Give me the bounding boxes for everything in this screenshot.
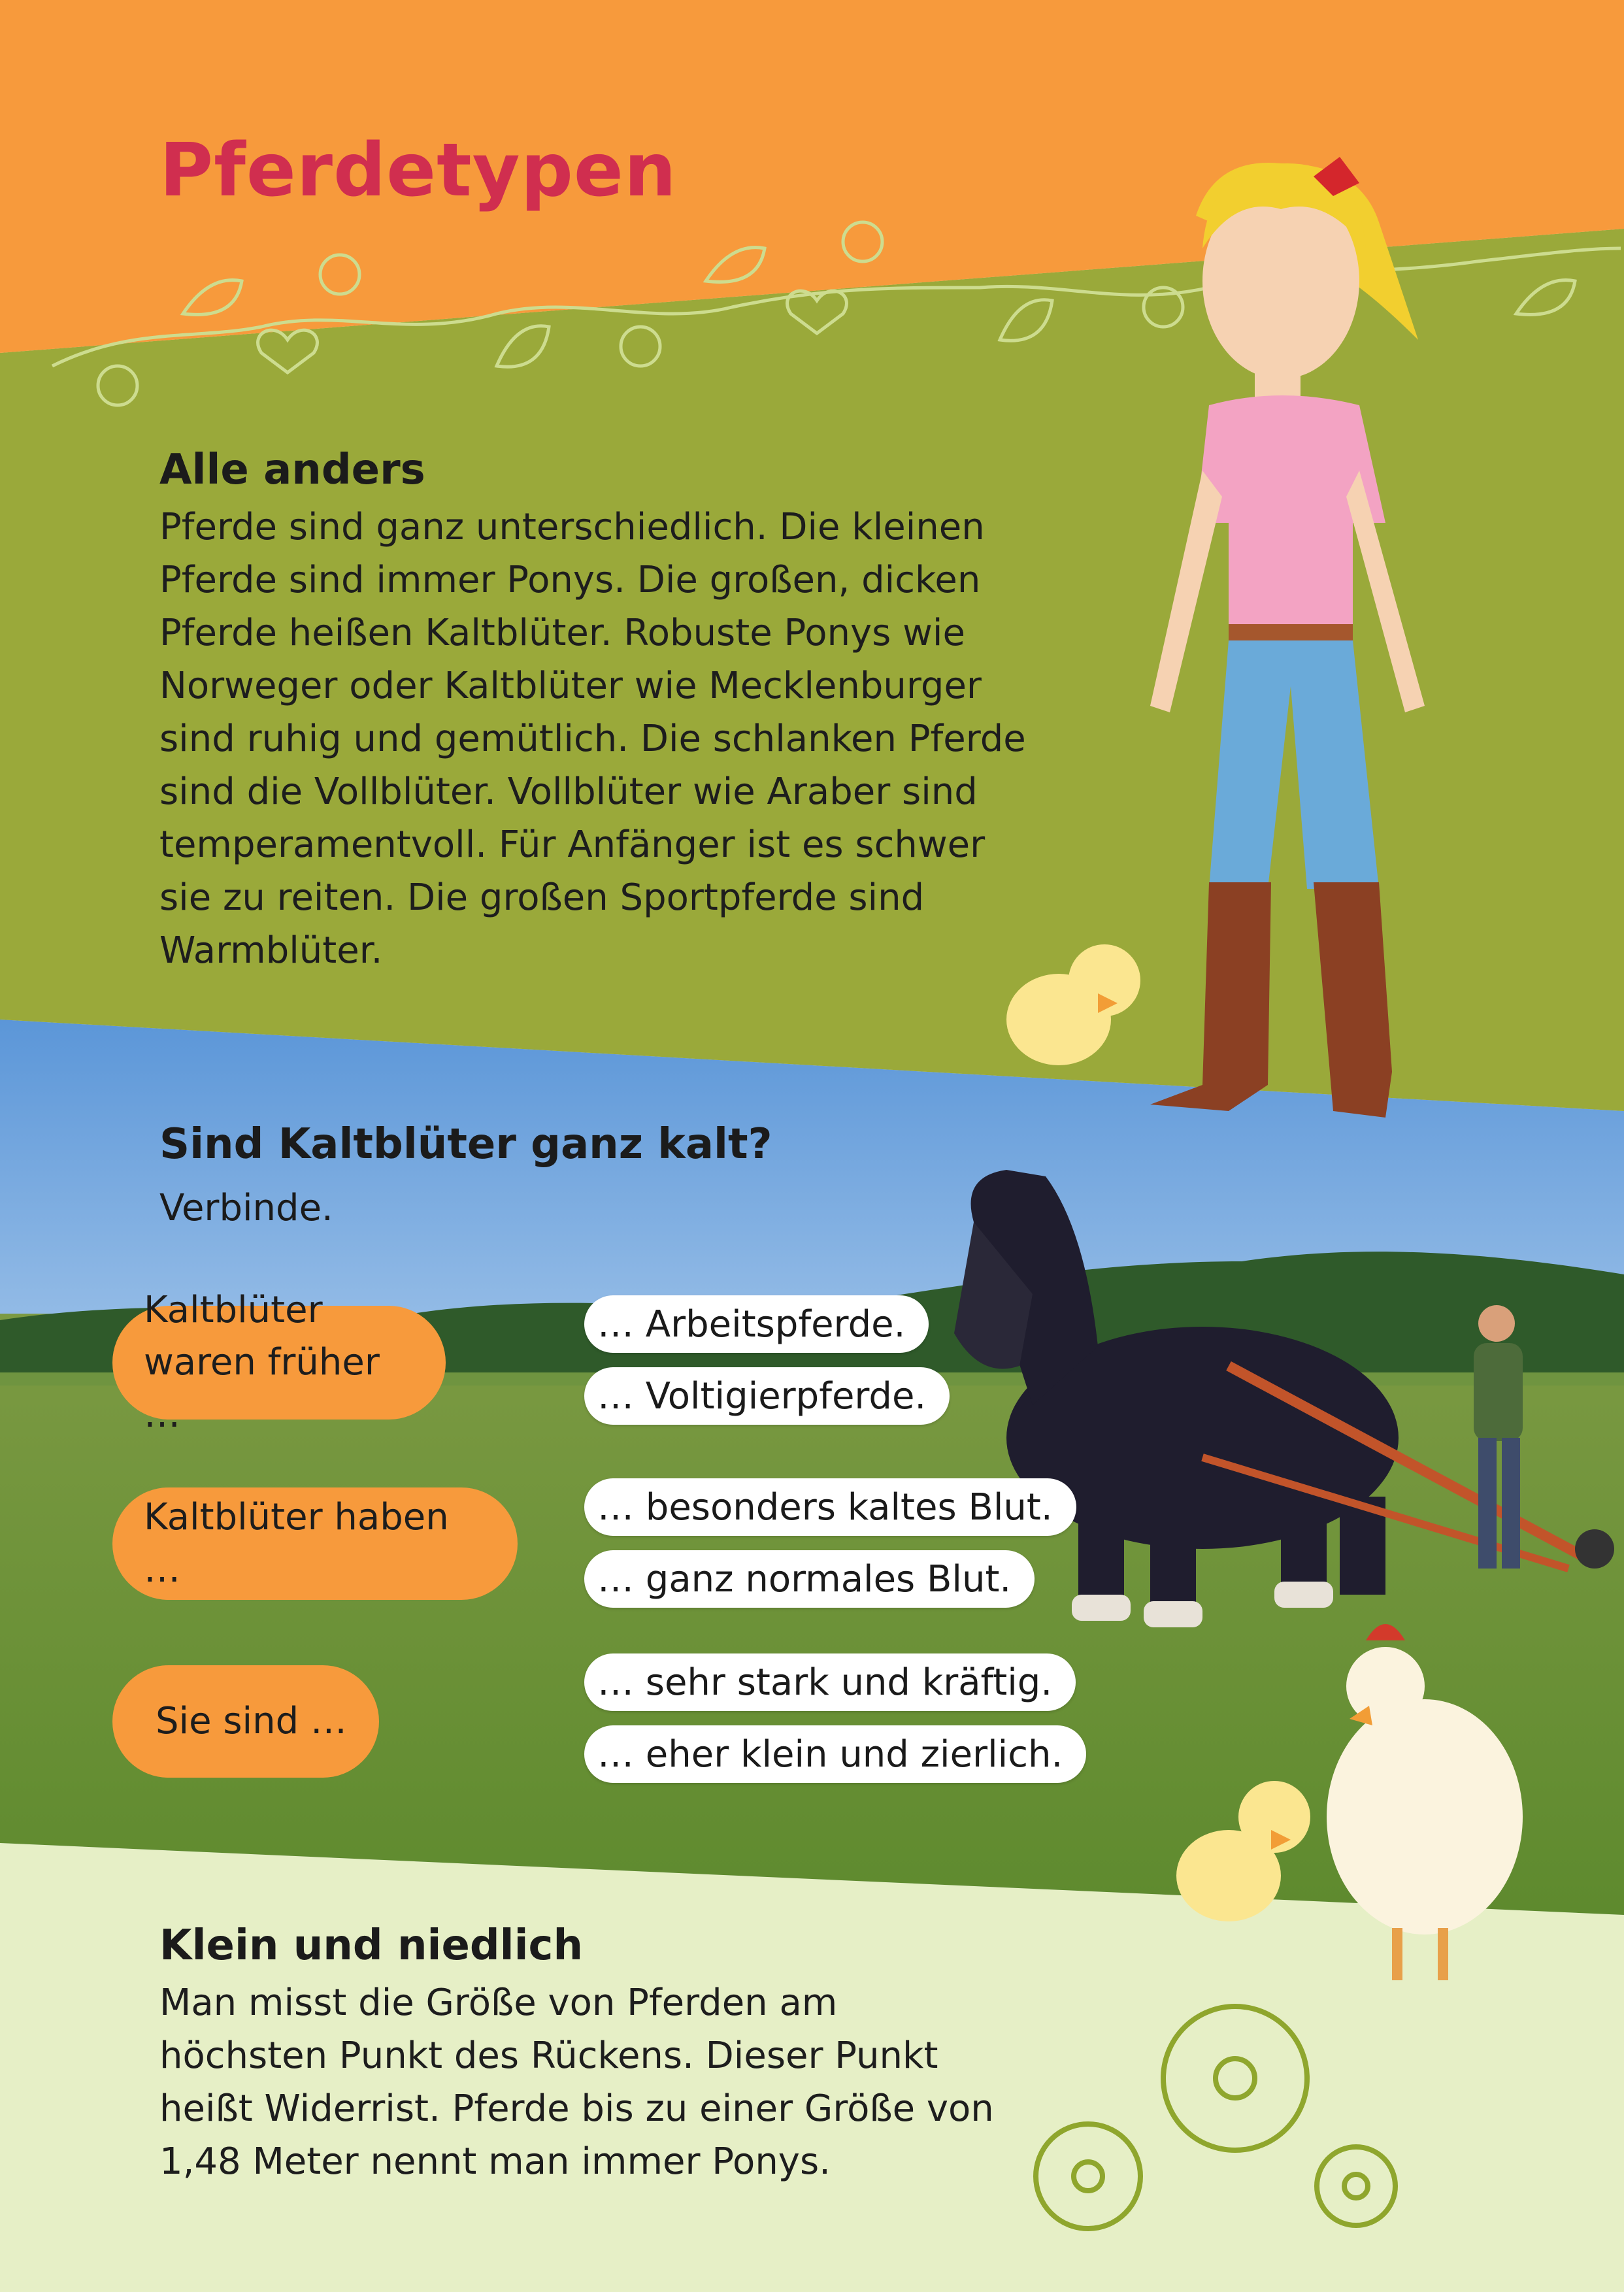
text-line: sind ruhig und gemütlich. Die schlanken Pferde — [159, 718, 1026, 760]
option-voltigierpferde[interactable]: … Voltigierpferde. — [584, 1367, 950, 1425]
text-line: Warmblüter. — [159, 929, 383, 972]
section-text-klein-und-niedlich — [159, 1976, 1061, 2188]
text-line: sind die Vollblüter. Vollblüter wie Araber sind — [159, 771, 978, 813]
option-sehr-stark[interactable]: … sehr stark und kräftig. — [584, 1653, 1076, 1711]
text-line: Pferde sind immer Ponys. Die großen, dicken — [159, 559, 981, 601]
text-line: sie zu reiten. Die großen Sportpferde sind — [159, 876, 925, 919]
option-eher-klein[interactable]: … eher klein und zierlich. — [584, 1725, 1086, 1783]
prompt-pill-3[interactable] — [112, 1665, 379, 1778]
text-line: Man misst die Größe von Pferden am — [159, 1982, 838, 2024]
prompt-text: Kaltblüter — [144, 1289, 323, 1331]
prompt-pill-1[interactable] — [112, 1289, 446, 1436]
option-ganz-normales-blut[interactable]: … ganz normales Blut. — [584, 1550, 1035, 1608]
section-text-alle-anders — [159, 501, 1048, 977]
text-line: temperamentvoll. Für Anfänger ist es schwer — [159, 823, 986, 866]
option-arbeitspferde[interactable]: … Arbeitspferde. — [584, 1295, 929, 1353]
text-line: höchsten Punkt des Rückens. Dieser Punkt — [159, 2035, 938, 2077]
text-line: Pferde sind ganz unterschiedlich. Die kleinen — [159, 506, 985, 548]
text-line: 1,48 Meter nennt man immer Ponys. — [159, 2140, 831, 2183]
section-heading-klein-und-niedlich: Klein und niedlich — [159, 1921, 584, 1970]
text-line: Norweger oder Kaltblüter wie Mecklenburger — [159, 665, 982, 707]
option-besonders-kaltes-blut[interactable]: … besonders kaltes Blut. — [584, 1478, 1076, 1536]
section-heading-kaltblueter: Sind Kaltblüter ganz kalt? — [159, 1120, 772, 1169]
text-line: Pferde heißen Kaltblüter. Robuste Ponys wie — [159, 612, 965, 654]
prompt-text: Sie sind … — [156, 1700, 347, 1742]
prompt-text: waren früher … — [144, 1341, 380, 1436]
page-title: Pferdetypen — [159, 128, 677, 213]
section-heading-alle-anders: Alle anders — [159, 446, 425, 494]
instruction-verbinde: Verbinde. — [159, 1187, 333, 1229]
prompt-text: Kaltblüter haben … — [144, 1496, 449, 1591]
text-line: heißt Widerrist. Pferde bis zu einer Größe von — [159, 2087, 994, 2130]
prompt-pill-2[interactable] — [112, 1487, 518, 1600]
